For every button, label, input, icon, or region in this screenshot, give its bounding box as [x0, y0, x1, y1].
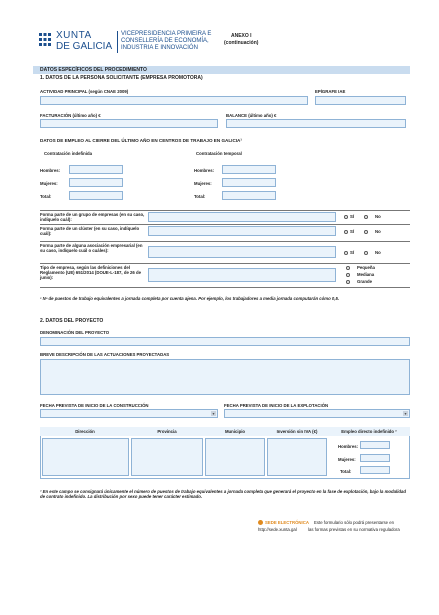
q-cluster-no-radio[interactable] [364, 230, 368, 234]
q-asoc-input[interactable] [148, 246, 336, 258]
tipo-grande-label: Grande [357, 279, 373, 284]
temp-hombres-label: Hombres: [194, 168, 215, 173]
logo-line2: DE GALICIA [56, 41, 113, 52]
facturacion-label: FACTURACIÓN (último año) € [40, 113, 101, 118]
actividad-label: ACTIVIDAD PRINCIPAL (según CNAE 2009) [40, 89, 129, 94]
denominacion-label: DENOMINACIÓN DEL PROYECTO [40, 330, 110, 335]
q-tipo-label: Tipo de empresa, según las definiciones del Reglamento (UE) 651/2014 (DOUE-L-187, de 26 de junio): [40, 265, 142, 280]
s1-title: 1. DATOS DE LA PERSONA SOLICITANTE (EMPRESA PROMOTORA) [40, 75, 203, 81]
inversion-input[interactable] [267, 438, 327, 476]
empleo-title: DATOS DE EMPLEO AL CIERRE DEL ÚLTIMO AÑO EN CENTROS DE TRABAJO EN GALICIA¹ [40, 138, 242, 143]
indef-total-input[interactable] [69, 191, 123, 200]
table-hombres-input[interactable] [360, 441, 390, 449]
tipo-mediana-label: Mediana [357, 272, 375, 277]
q-asoc-si-label: SÍ [350, 250, 355, 255]
q-asoc-label: Forma parte de alguna asociación empresarial (en su caso, indíquelo cuál o cuáles): [40, 243, 143, 253]
section-title: DATOS ESPECÍFICOS DEL PROCEDIMIENTO [40, 67, 147, 73]
q-asoc-si-radio[interactable] [344, 251, 348, 255]
sede-icon [258, 520, 263, 525]
col-empleo: Empleo directo indefinido ² [341, 429, 397, 434]
epigrafe-input[interactable] [315, 96, 406, 105]
q-divider-3 [40, 263, 410, 264]
q-grupo-si-label: SÍ [350, 214, 355, 219]
indef-mujeres-input[interactable] [69, 178, 123, 187]
indef-total-label: Total: [40, 194, 52, 199]
q-divider-1 [40, 224, 410, 225]
denominacion-input[interactable] [40, 337, 410, 346]
q-cluster-no-label: No [375, 229, 381, 234]
indef-hombres-label: Hombres: [40, 168, 61, 173]
s2-title: 2. DATOS DEL PROYECTO [40, 318, 104, 324]
inicio-explotacion-label: FECHA PREVISTA DE INICIO DE LA EXPLOTACIÓN [224, 403, 329, 408]
inicio-construccion-label: FECHA PREVISTA DE INICIO DE LA CONSTRUCCIÓN [40, 403, 149, 408]
tipo-pequena-label: Pequeña [357, 265, 375, 270]
table-hombres-label: Hombres: [338, 444, 359, 449]
sede-label: SEDE ELECTRÓNICA [265, 520, 309, 525]
temp-hombres-input[interactable] [222, 165, 276, 174]
temporal-label: Contratación temporal [196, 151, 242, 156]
q-asoc-no-label: No [375, 250, 381, 255]
col-inversion: Inversión sin IVA (€) [276, 429, 318, 434]
header-divider [117, 31, 118, 53]
footer-line1: Este formulario sólo podrá presentarse en [314, 520, 395, 525]
indefinida-label: Contratación indefinida [44, 151, 92, 156]
temp-mujeres-input[interactable] [222, 178, 276, 187]
q-grupo-no-label: No [375, 214, 381, 219]
actividad-input[interactable] [40, 96, 308, 105]
col-direccion: Dirección [75, 429, 95, 434]
q-divider-bottom [40, 287, 410, 288]
col-provincia: Provincia [157, 429, 177, 434]
indef-mujeres-label: Mujeres: [40, 181, 58, 186]
s1-footnote: ¹ Nº de puestos de trabajo equivalentes a jornada completa por cuenta ajena. Por ejemplo, los trabajadores a media jornada computarán cómo 0,5. [40, 296, 340, 301]
footer-url[interactable]: http://sede.xunta.gal [258, 527, 297, 532]
xunta-logo [38, 32, 52, 48]
balance-label: BALANCE (último año) € [226, 113, 277, 118]
table-mujeres-label: Mujeres: [338, 457, 356, 462]
tipo-grande-radio[interactable] [346, 280, 350, 284]
q-divider-2 [40, 241, 410, 242]
dept-line2: CONSELLERÍA DE ECONOMÍA, [121, 38, 209, 44]
table-total-label: Total: [340, 469, 352, 474]
inicio-explotacion-select[interactable] [224, 409, 410, 418]
q-cluster-si-radio[interactable] [344, 230, 348, 234]
q-cluster-label: Forma parte de un clúster (en su caso, indíquelo cuál): [40, 226, 140, 236]
facturacion-input[interactable] [40, 119, 218, 128]
table-total-input[interactable] [360, 466, 390, 474]
temp-mujeres-label: Mujeres: [194, 181, 212, 186]
q-asoc-no-radio[interactable] [364, 251, 368, 255]
col-municipio: Municipio [224, 429, 246, 434]
indef-hombres-input[interactable] [69, 165, 123, 174]
epigrafe-label: EPÍGRAFE IAE [315, 89, 346, 94]
balance-input[interactable] [226, 119, 406, 128]
municipio-input[interactable] [205, 438, 265, 476]
chevron-down-icon[interactable]: ▾ [404, 411, 407, 416]
q-grupo-si-radio[interactable] [344, 215, 348, 219]
tipo-mediana-radio[interactable] [346, 273, 350, 277]
table-mujeres-input[interactable] [360, 454, 390, 462]
q-grupo-label: Forma parte de un grupo de empresas (en su caso, indíquelo cuál): [40, 212, 145, 222]
descripcion-label: BREVE DESCRIPCIÓN DE LAS ACTUACIONES PROYECTADAS [40, 352, 170, 357]
q-tipo-input[interactable] [148, 268, 336, 282]
direccion-input[interactable] [42, 438, 129, 476]
dept-line3: INDUSTRIA E INNOVACIÓN [121, 45, 198, 51]
inicio-construccion-select[interactable] [40, 409, 218, 418]
temp-total-input[interactable] [222, 191, 276, 200]
provincia-input[interactable] [131, 438, 203, 476]
chevron-down-icon[interactable]: ▾ [212, 411, 215, 416]
q-grupo-no-radio[interactable] [364, 215, 368, 219]
tipo-pequena-radio[interactable] [346, 266, 350, 270]
temp-total-label: Total: [194, 194, 206, 199]
q-divider-top [40, 210, 410, 211]
q-cluster-si-label: SÍ [350, 229, 355, 234]
logo-line1: XUNTA [56, 30, 92, 41]
descripcion-textarea[interactable] [40, 359, 410, 395]
footer-line2: las formas previstas en su normativa reguladora [308, 527, 400, 532]
annex-subtitle: (continuación) [224, 40, 259, 46]
q-cluster-input[interactable] [148, 226, 336, 236]
q-grupo-input[interactable] [148, 212, 336, 222]
s2-footnote: ² En este campo se consignará únicamente el número de puestos de trabajo equivalentes a jornada completa que generará el proyecto en la fase de explotación, bajo la modalidad de contrato indefinido. La distribución por sexo puede tener carácter estimado. [40, 489, 407, 499]
dept-line1: VICEPRESIDENCIA PRIMEIRA E [121, 31, 212, 37]
annex-title: ANEXO I [231, 33, 252, 39]
